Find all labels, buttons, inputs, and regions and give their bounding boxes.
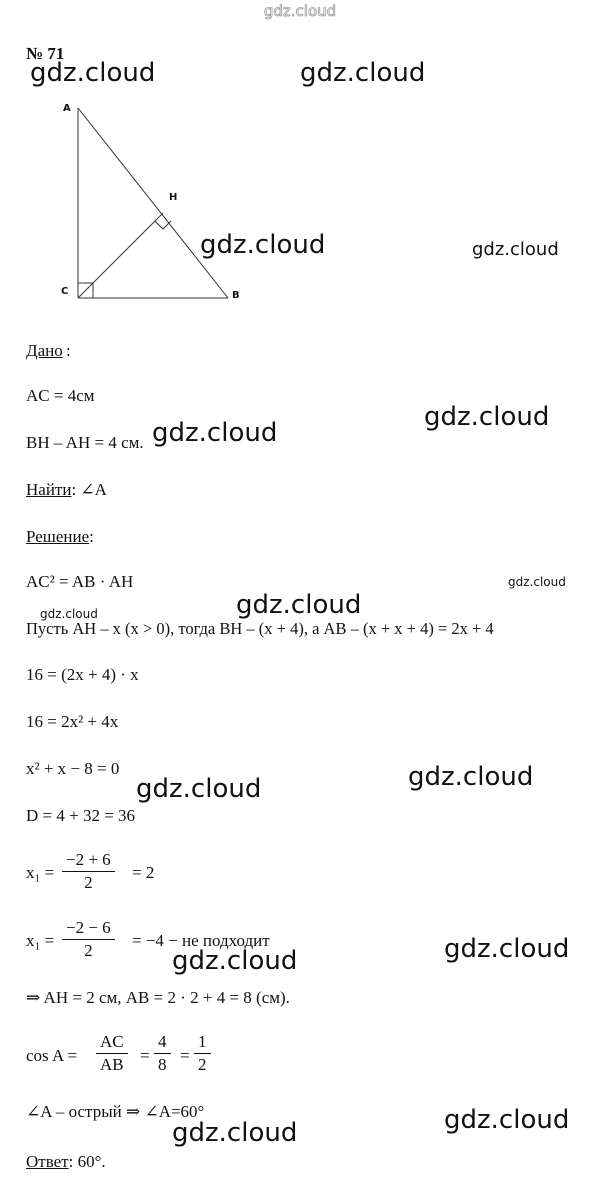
cos-f3-num: 1 [194,1032,211,1054]
altitude-ch [78,213,163,298]
equation-ac-squared: AC² = AB · AH [26,572,134,591]
watermark: gdz.cloud [152,418,278,448]
watermark: gdz.cloud [444,934,570,964]
given-colon: : [66,341,71,360]
watermark: gdz.cloud [40,607,98,621]
label-h: H [169,192,178,203]
equation-1: 16 = (2x + 4) · x [26,665,139,684]
watermark: gdz.cloud [30,58,156,88]
watermark: gdz.cloud [172,1118,298,1148]
cos-f2-num: 4 [154,1032,171,1054]
watermark: gdz.cloud [172,946,298,976]
answer-line: Ответ: 60°. [26,1152,106,1171]
label-b: B [232,290,240,301]
cos-lhs: cos A = [26,1046,78,1065]
watermark-top: gdz.cloud [263,2,337,20]
cos-eq-1: = [140,1046,150,1065]
watermark: gdz.cloud [136,774,262,804]
cos-eq-2: = [180,1046,190,1065]
root-1-numerator: −2 + 6 [62,850,115,872]
watermark: gdz.cloud [408,762,534,792]
discriminant: D = 4 + 32 = 36 [26,806,136,825]
watermark: gdz.cloud [200,230,326,260]
cos-f2-den: 8 [158,1055,167,1074]
cos-f3-den: 2 [198,1055,207,1074]
cos-fraction-3 [194,1032,211,1076]
root-1-rhs: = 2 [132,863,155,882]
solution-label: Решение: [26,527,94,546]
problem-number: № 71 [26,44,65,63]
given-ac: AC = 4см [26,386,95,405]
root-1-denominator: 2 [84,873,93,892]
cos-f1-num: AC [96,1032,128,1054]
root-2-denominator: 2 [84,941,93,960]
equation-2: 16 = 2x² + 4x [26,712,119,731]
triangle-figure [0,0,600,320]
given-bh-ah: BH – AH = 4 см. [26,433,144,452]
given-label: Дано [26,341,63,360]
root-2-rhs: = −4 − не подходит [132,931,270,950]
side-ab [78,108,228,298]
watermark: gdz.cloud [472,239,559,260]
watermark: gdz.cloud [300,58,426,88]
root-2-numerator: −2 − 6 [62,918,115,940]
watermark: gdz.cloud [508,575,566,589]
cos-f1-den: AB [100,1055,124,1074]
label-c: C [61,286,69,297]
equation-3: x² + x − 8 = 0 [26,759,120,778]
find-line: Найти: ∠A [26,480,107,499]
let-line: Пусть AH – x (x > 0), тогда BH – (x + 4), а AB – (x + x + 4) = 2x + 4 [26,619,494,638]
root-2-lhs: x₁ = [26,931,55,950]
label-a: A [63,103,71,114]
watermark: gdz.cloud [444,1105,570,1135]
watermark: gdz.cloud [236,590,362,620]
root-1-fraction [62,850,115,894]
acute-line: ∠A – острый ⇒ ∠A=60° [26,1102,205,1121]
watermark: gdz.cloud [424,402,550,432]
cos-fraction-1 [96,1032,128,1076]
cos-fraction-2 [154,1032,171,1076]
root-1-lhs: x₁ = [26,863,55,882]
root-2-fraction [62,918,115,962]
result-line: ⇒ AH = 2 см, AB = 2 · 2 + 4 = 8 (см). [26,988,290,1007]
